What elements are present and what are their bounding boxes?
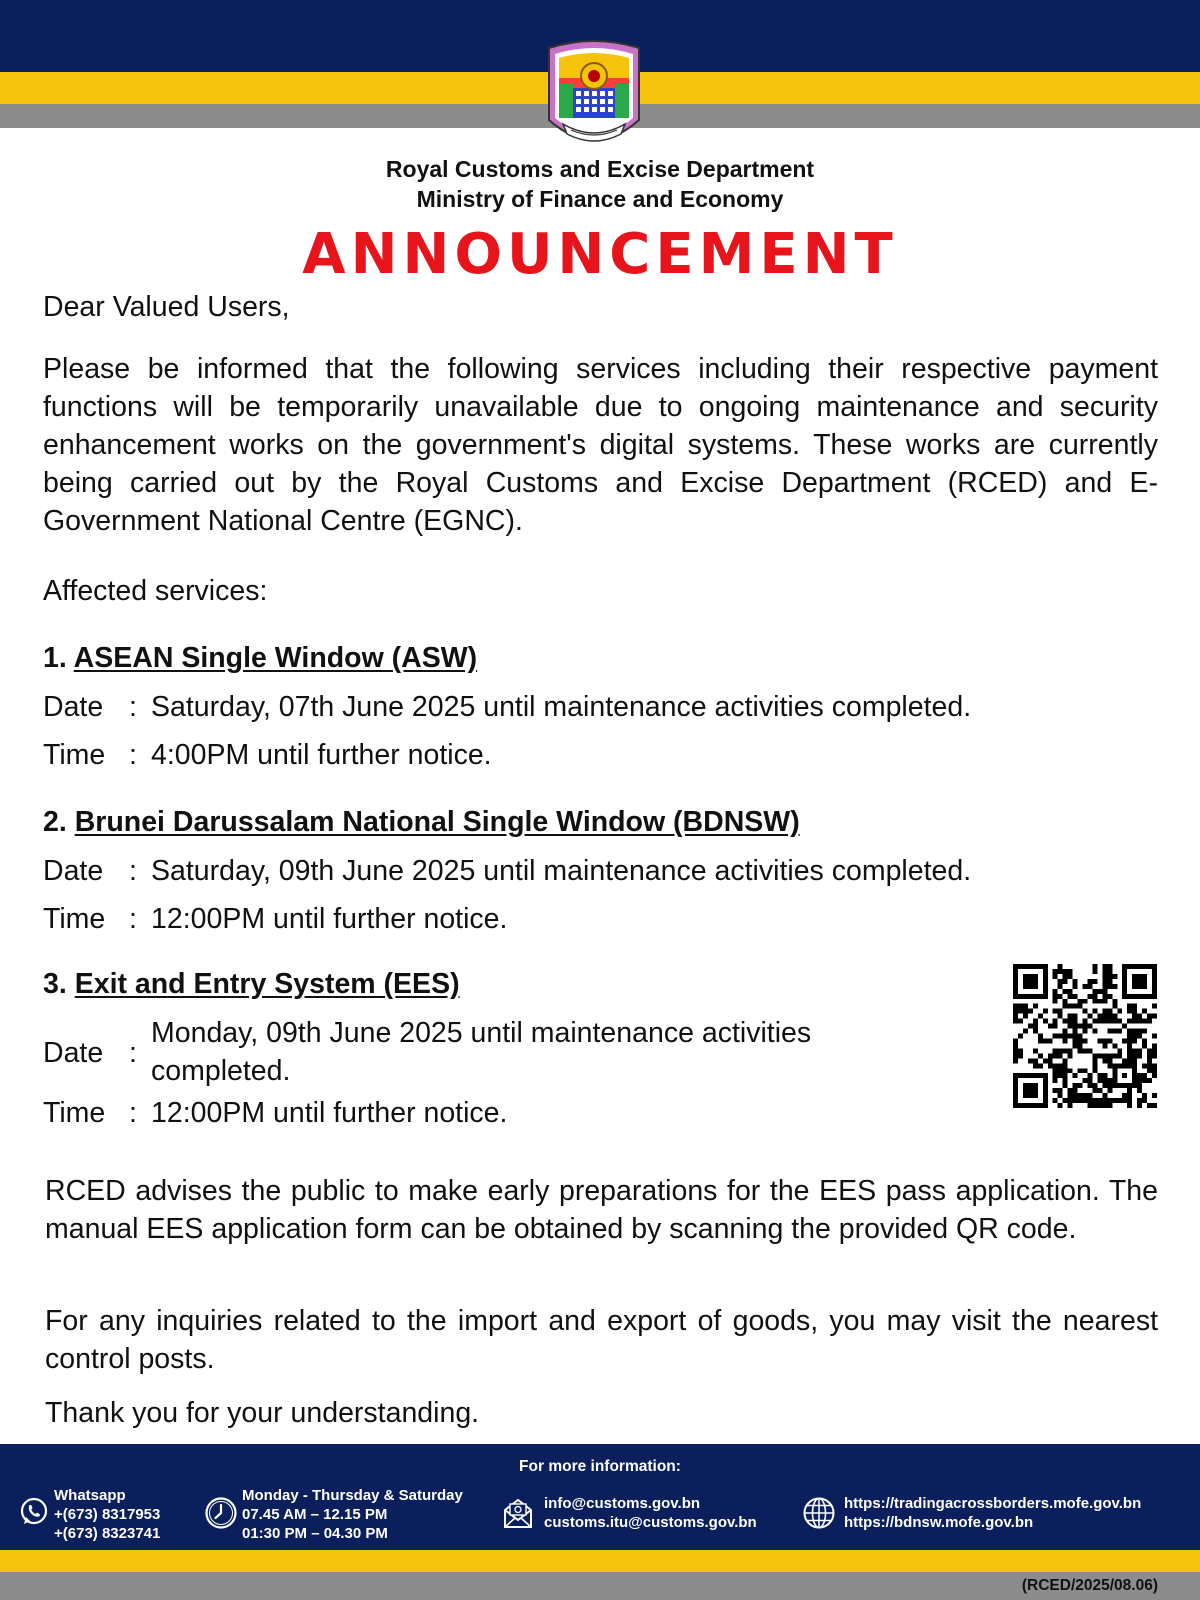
time-label: Time <box>43 1097 106 1129</box>
service-heading <box>43 806 800 839</box>
website-link[interactable]: https://bdnsw.mofe.gov.bn <box>844 1514 1034 1531</box>
date-value: Saturday, 09th June 2025 until maintenance activities completed. <box>151 855 972 887</box>
email-address[interactable]: customs.itu@customs.gov.bn <box>544 1514 757 1531</box>
date-label: Date <box>43 855 104 887</box>
announcement-title: ANNOUNCEMENT <box>302 222 898 287</box>
footer <box>0 1444 1200 1550</box>
separator: : <box>129 855 137 887</box>
service-name: Brunei Darussalam National Single Window (BDNSW) <box>74 806 800 838</box>
advice-paragraph: RCED advises the public to make early preparations for the EES pass application. The manual EES application form can be obtained by scanning the provided QR code. <box>45 1175 1158 1245</box>
date-label: Date <box>43 691 104 723</box>
customs-emblem-logo <box>541 38 647 154</box>
separator: : <box>129 1037 137 1069</box>
date-value: Saturday, 07th June 2025 until maintenance activities completed. <box>151 691 972 723</box>
hours-text <box>242 1486 463 1543</box>
phone-number[interactable]: +(673) 8323741 <box>54 1525 161 1542</box>
date-label: Date <box>43 1037 104 1069</box>
separator: : <box>129 1097 137 1129</box>
date-value: Monday, 09th June 2025 until maintenance activities completed. <box>151 1017 812 1087</box>
service-number: 3. <box>43 968 67 1000</box>
clock-icon <box>204 1496 238 1530</box>
time-value: 12:00PM until further notice. <box>151 1097 508 1129</box>
email-icon <box>502 1496 534 1530</box>
time-label: Time <box>43 903 106 935</box>
service-number: 2. <box>43 806 67 838</box>
hours-slot: 01:30 PM – 04.30 PM <box>242 1525 388 1542</box>
phone-number[interactable]: +(673) 8317953 <box>54 1506 161 1523</box>
email-address[interactable]: info@customs.gov.bn <box>544 1495 701 1512</box>
website-link[interactable]: https://tradingacrossborders.mofe.gov.bn <box>844 1495 1142 1512</box>
whatsapp-icon <box>18 1496 50 1528</box>
globe-icon <box>802 1496 836 1530</box>
department-name: Royal Customs and Excise Department <box>385 156 815 182</box>
separator: : <box>129 691 137 723</box>
service-number: 1. <box>43 642 67 674</box>
service-heading <box>43 968 460 1001</box>
time-value: 4:00PM until further notice. <box>151 739 492 771</box>
hours-slot: 07.45 AM – 12.15 PM <box>242 1506 388 1523</box>
qr-code[interactable] <box>1013 964 1157 1108</box>
time-label: Time <box>43 739 106 771</box>
service-name: ASEAN Single Window (ASW) <box>73 642 478 674</box>
office-days: Monday - Thursday & Saturday <box>242 1487 463 1504</box>
inquiry-paragraph: For any inquiries related to the import and export of goods, you may visit the nearest control posts. <box>45 1305 1158 1375</box>
separator: : <box>129 903 137 935</box>
intro-paragraph: Please be informed that the following services including their respective payment functions will be temporarily unavailable due to ongoing maintenance and security enhancement works on the government's digital systems. These works are currently being carried out by the Royal Customs and Excise Department (RCED) and E-Government National Centre (EGNC). <box>43 353 1158 537</box>
whatsapp-text <box>54 1486 160 1543</box>
service-name: Exit and Entry System (EES) <box>74 968 460 1000</box>
service-heading <box>43 642 477 675</box>
separator: : <box>129 739 137 771</box>
email-text <box>544 1494 757 1532</box>
footer-title: For more information: <box>519 1458 681 1475</box>
whatsapp-label: Whatsapp <box>54 1487 126 1504</box>
website-text <box>844 1494 1141 1532</box>
thanks-line: Thank you for your understanding. <box>45 1397 480 1429</box>
greeting: Dear Valued Users, <box>43 291 290 323</box>
time-value: 12:00PM until further notice. <box>151 903 508 935</box>
ministry-name: Ministry of Finance and Economy <box>416 186 784 212</box>
bottom-grey-band <box>0 1572 1200 1600</box>
reference-code: (RCED/2025/08.06) <box>1021 1577 1158 1594</box>
bottom-yellow-band <box>0 1550 1200 1572</box>
affected-services-label: Affected services: <box>43 575 268 607</box>
